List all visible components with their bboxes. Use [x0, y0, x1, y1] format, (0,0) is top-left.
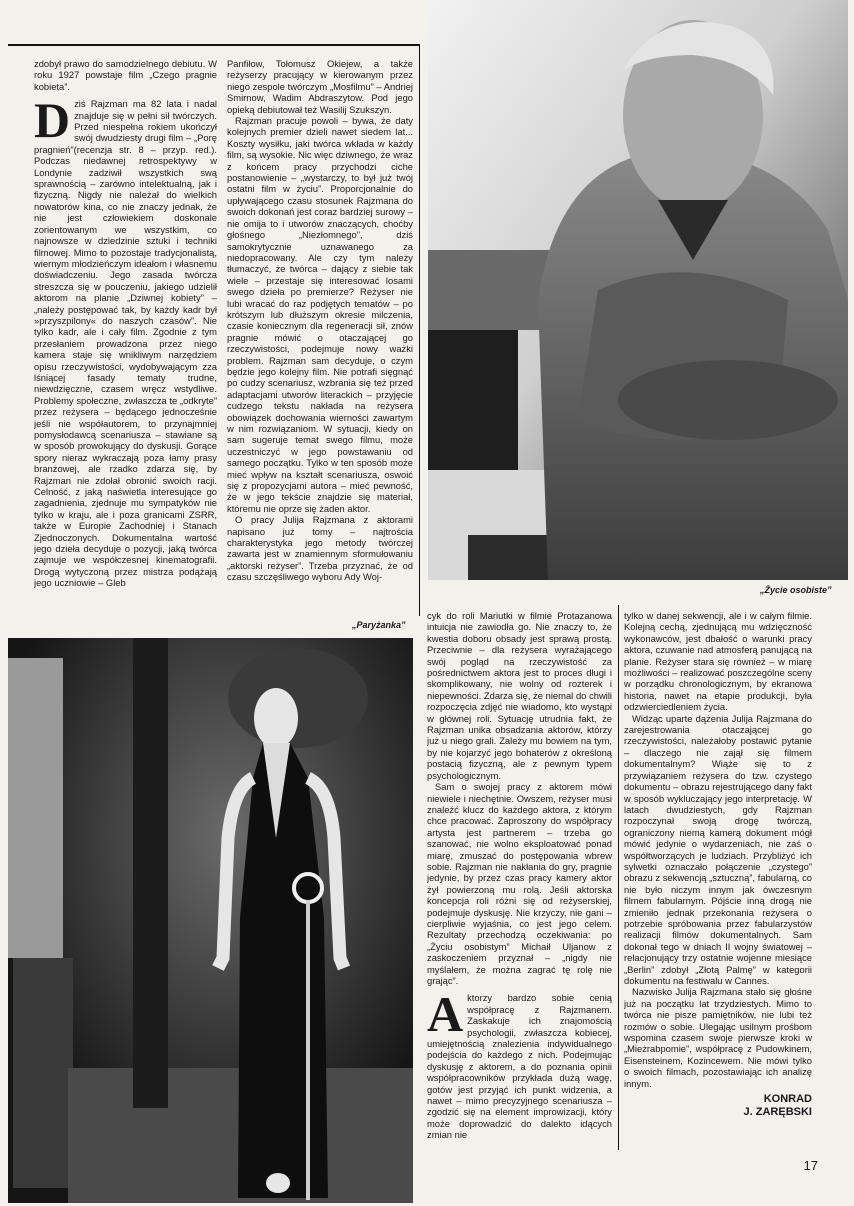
- paragraph: [34, 92, 217, 589]
- paragraph: Widząc uparte dążenia Julija Rajzmana do zarejestrowania otaczającej go rzeczywistości, należałoby postawić pytanie – dlaczego nie zajął się filmem dokumentalnym? Wiąże się to z przywiązaniem reżysera do tzw. czystego dokumentu – obrazu rejestrującego dany fakt w sposób wykluczający jego interpretację. W latach dwudziestych, gdy Rajzman rozpoczynał swoją drogę twórczą, ograniczony niemą kamerą dokument mógł mówić jedynie o wydarzeniach, nie zaś o współtworzących je ludziach. Przybliżyć ich sylwetki oznaczało połączenie „czystego” obrazu z sekwencją „sztuczną”, fabularną, co nie było niczym innym jak ówczesnym filmem fabularnym. Pójście inną drogą nie zmieniło jednak przekonania reżysera o potrzebie spróbowania przez fabularzystów realizacji filmów dokumentalnych. Sam dokonał tego w dniach II wojny światowej – relacjonujący trzy ostatnie wojenne miesiące „Berlin” zdobył „Złotą Palmę” w kategorii dokumentu na festiwalu w Cannes.: [624, 712, 812, 986]
- text-column-1: [34, 58, 217, 623]
- page-number: 17: [803, 1158, 818, 1173]
- photo-caption-zycie-osobiste: „Życie osobiste”: [760, 585, 832, 595]
- paragraph: tylko w danej sekwencji, ale i w całym filmie. Kolejną cechą, zjednującą mu wdzięczność wykonawców, jest dbałość o warunki pracy aktora, czuwanie nad atmosferą panującą na planie. Reżyser stara się również – w miarę możliwości – realizować poszczególne sceny w porządku chronologicznym, by ekranowa historia, nawet na etapie produkcji, była odzwierciedleniem życia.: [624, 610, 812, 713]
- paragraph-text: ktorzy bardzo sobie cenią współpracę z Rajzmanem. Zaskakuje ich znajomością psychologii, zwłaszcza kobiecej, umiejętnością znalezienia indywidualnego podejścia do każdego z nich. Podejmując dyskusję z aktorem, a do poznania opinii współpracowników przykłada dużą wagę, gotów jest przyjąć ich punkt widzenia, a nawet – mimo precyzyjnego scenariusza – zgodzić się na element improwizacji, który może doprowadzić do dalekto idących zmian nie: [427, 992, 612, 1141]
- paragraph: Rajzman pracuje powoli – bywa, że daty kolejnych premier dzieli nawet siedem lat... Koszty wysiłku, jaki twórca wkłada w każdy film, są wysokie. Nic więc dziwnego, że wraz z końcem pracy przychodzi ciche postanowienie – „wystarczy, to był już twój ostatni film w życiu”. Proporcjonalnie do upływającego czasu stosunek Rajzmana do swoich dokonań jest coraz bardziej surowy – nie omija to i utworów znaczących, choćby głośnego „Niezłomnego”, dziś samokrytycznie uznawanego za niedopracowany. Ale czy tym należy tłumaczyć, że twórca – dający z siebie tak wiele – przestaje się interesować losami swego dzieła po premierze? Reżyser nie lubi wracać do raz podjętych tematów – po krótszym lub dłuższym okresie milczenia, czasie koniecznym dla regeneracji sił, znów pragnie mówić o otaczającej go rzeczywistości, podejmuje nowy ważki problem. Rajzman sam decyduje, o czym będzie jego kolejny film. Nie potrafi sięgnąć po cudzy scenariusz, wzbrania się też przed adaptacjami utworów literackich – przyjęcie cudzego tekstu nakłada na reżysera obowiązek dochowania wierności zawartym w nim rozwiązaniom. W sytuacji, kiedy on sam sugeruje temat swego filmu, może uczestniczyć w jego powstawaniu od samego początku. Tylko w ten sposób może mieć wpływ na kształt scenariusza, oswoić się z propozycjami autora – mieć pewność, że w jego tekście znajdzie się materiał, któremu nie oprze się żaden aktor.: [227, 115, 413, 514]
- photo-caption-paryzanka: „Paryżanka”: [352, 620, 406, 630]
- column-rule: [419, 46, 420, 616]
- paragraph: Nazwisko Julija Rajzmana stało się głośne już na początku lat trzydziestych. Mimo to twórca nie pisze pamiętników, nie lubi też rozmów o sobie. Ulegając usilnym prośbom wspomina czasem swoje pierwsze kroki w „Mieżrabpomie”, współpracę z Pudowkinem, Eisensteinem, Kozincewem. Nie mówi tylko o swoich filmach, pozostawiając ich analizę innym.: [624, 986, 812, 1089]
- text-column-4: [624, 610, 812, 1150]
- portrait-photo: [428, 0, 848, 580]
- paragraph: Sam o swojej pracy z aktorem mówi niewiele i niechętnie. Owszem, reżyser musi znaleźć klucz do każdego aktora, z którym chce pracować. Zaproszony do współpracy artysta jest partnerem – trzeba go szanować, nie wolno eksploatować ponad miarę, zmuszać do postępowania wbrew sobie. Rajzman nie nakłania do gry, pragnie jedynie, by przez czas pracy kamery aktor żył powierzoną mu rolą. Jeśli aktorska koncepcja roli różni się od reżyserskiej, podejmuje dyskusję. Nie krzyczy, nie gani – cierpliwie wyjaśnia, co jest jego celem. Rezultaty przechodzą oczekiwania: po „Życiu osobistym” Michaił Uljanow z zaskoczeniem przyznał – „nigdy nie myślałem, że można zagrać tę rolę nie grając”.: [427, 781, 612, 986]
- drop-cap: D: [34, 92, 71, 149]
- author-name-last: J. ZARĘBSKI: [743, 1106, 812, 1119]
- drop-cap: A: [427, 986, 464, 1043]
- paragraph: Panfiłow, Tołomusz Okiejew, a także reżyserzy pracujący w kierowanym przez niego zespole twórczym „Mosfilmu” – Andriej Smirnow, Wadim Abdraszytow. Pod jego opieką debiutował też Wasilij Szukszyn.: [227, 58, 413, 115]
- top-rule: [8, 44, 420, 46]
- text-column-3: [427, 610, 612, 1150]
- author-name-first: KONRAD: [763, 1093, 812, 1106]
- paragraph: O pracy Julija Rajzmana z aktorami napisano już tomy – najtrościa charakterystyka jego metody twórczej zawarta jest w znamiennym sformułowaniu „aktorski reżyser”. Trzeba przyznać, że od czasu szczęśliwego wyboru Ady Woj-: [227, 514, 413, 583]
- text-column-2: [227, 58, 413, 613]
- woman-photo: [8, 638, 413, 1203]
- paragraph: [427, 986, 612, 1141]
- paragraph-text: ziś Rajzman ma 82 lata i nadal znajduje się w pełni sił twórczych. Przed niespełna rokiem ukończył swój dwudziesty drugi film – „Porę pragnień”(recenzja str. 8 – przyp. red.). Podczas niedawnej retrospektywy w Londynie zadziwił wszystkich swą sprawnością – zarówno intelektualną, jak i fizyczną. Nigdy nie należał do wielkich nowatorów kina, co nie znaczy jednak, że nie jest człowiekiem doskonale zorientowanym we wszystkim, co najnowsze w dziedzinie sztuki i techniki filmowej. Mimo to pozostaje tradycjonalistą, wiernym młodzieńczym ideałom i własnemu doświadczeniu. Jego zasada twórcza streszcza się w pouczeniu, jakiego udzielił aktorom na planie „Dziwnej kobiety” – „należy postępować tak, by każdy kadr był »przyszpilony« do naszych czasów”. Nie tylko kadr, ale i cały film. Zgodnie z tym przesłaniem prowadzona przez niego kamera staje się wnikliwym narzędziem opisu rzeczywistości, wydobywającym zza lśniącej fasady tematy trudne, niewdzięczne, czasem wręcz wstydliwe. Problemy społeczne, zwłaszcza te „odkryte” przez reżysera – będącego jednocześnie jeśli nie współautorem, to przynajmniej pomysłodawcą scenariusza – stawiane są w sposób prowokujący do dyskusji. Gorące spory nieraz wykraczają poza łamy prasy branżowej, ale rzadko zdarza się, by Rajzman nie zdołał obronić swoich racji. Celność, z jaką naświetla interesujące go zagadnienia, zjednuje mu sympatyków nie tylko w kraju, ale i poza granicami ZSRR, także w Europie Zachodniej i Stanach Zjednoczonych. Dokumentalna wartość jego dzieła decyduje o pozycji, jaką twórca zajmuje we współczesnej kinematografii. Drogą wytyczoną przez mistrza podążają jego uczniowie – Gleb: [34, 98, 217, 589]
- column-rule: [618, 605, 619, 1150]
- paragraph: cyk do roli Mariutki w filmie Protazanowa intuicja nie zawiodła go. Nie znaczy to, że kwestia doboru obsady jest sprawą prostą. Przeciwnie – dla reżysera wyrażającego swój pogląd na rzeczywistość za pośrednictwem aktora jest to proces długi i skomplikowany, nie wolny od rozterek i niepewności. Zdarza się, że niemal do chwili rozpoczęcia zdjęć nie wiadomo, kto wystąpi w głównej roli. Sytuację utrudnia fakt, że Rajzman unika obsadzania aktorów, którzy już u niego grali. Zależy mu bowiem na tym, by nie kojarzyć jego bohaterów z określoną postacią fizyczną, ale z pewnym typem psychologicznym.: [427, 610, 612, 781]
- woman-photo-illustration: [8, 638, 413, 1203]
- paragraph: zdobył prawo do samodzielnego debiutu. W roku 1927 powstaje film „Czego pragnie kobieta”.: [34, 58, 217, 92]
- portrait-photo-illustration: [428, 0, 848, 580]
